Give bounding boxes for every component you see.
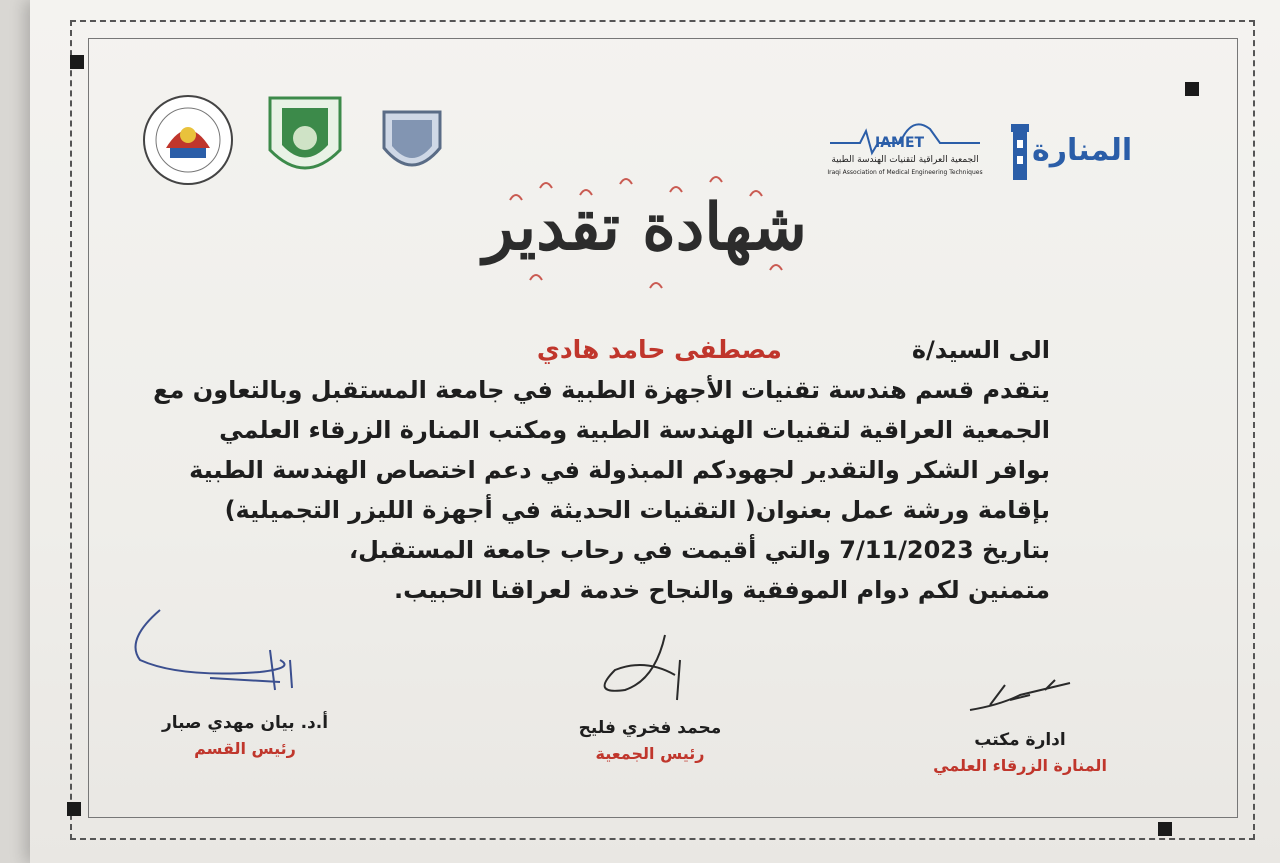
iamet-caption-ar: الجمعية العراقية لتقنيات الهندسة الطبية	[831, 155, 979, 165]
body-line-3: بوافر الشكر والتقدير لجهودكم المبذولة في دعم اختصاص الهندسة الطبية	[189, 456, 1050, 484]
almanara-logo-text: المنارة	[1032, 133, 1133, 168]
recipient-name: مصطفى حامد هادي	[536, 335, 782, 364]
iamet-caption-en: Iraqi Association of Medical Engineering Techniques	[827, 169, 983, 176]
body-line-2: الجمعية العراقية لتقنيات الهندسة الطبية ومكتب المنارة الزرقاء العلمي	[219, 416, 1050, 444]
department-shield-logo	[384, 112, 440, 165]
corner-mark-top-left	[70, 55, 84, 69]
body-line-1: يتقدم قسم هندسة تقنيات الأجهزة الطبية في جامعة المستقبل وبالتعاون مع	[153, 376, 1050, 404]
partner-logos-left	[140, 90, 460, 190]
handwritten-signature-head-of-department	[120, 600, 320, 700]
signature-block-association-head	[530, 718, 770, 763]
certificate-body	[153, 330, 1050, 610]
corner-mark-bottom-left	[67, 802, 81, 816]
signatory-name: ادارة مكتب	[974, 730, 1066, 750]
body-line-4: بإقامة ورشة عمل بعنوان( التقنيات الحديثة في أجهزة الليزر التجميلية)	[224, 496, 1050, 524]
salutation-label: الى السيد/ة	[911, 336, 1050, 364]
university-crest-logo	[270, 98, 340, 168]
certificate-title-text: شهادة تقدير	[483, 190, 807, 265]
signatory-role: رئيس القسم	[194, 739, 296, 758]
partner-logos-right	[820, 105, 1150, 200]
handwritten-signature-office-management	[960, 665, 1090, 725]
iamet-logo	[820, 105, 990, 200]
ministry-seal-logo	[144, 96, 232, 184]
corner-mark-top-right	[1185, 82, 1199, 96]
signatory-role: المنارة الزرقاء العلمي	[933, 756, 1107, 775]
signature-block-head-of-department	[130, 713, 360, 758]
corner-mark-bottom-right	[1158, 822, 1172, 836]
signature-block-office-management	[915, 730, 1125, 775]
salutation-row	[170, 330, 1050, 370]
signatory-name: أ.د. بيان مهدي صبار	[161, 713, 329, 733]
certificate-title	[470, 160, 820, 310]
body-line-5: بتاريخ 7/11/2023 والتي أقيمت في رحاب جامعة المستقبل،	[348, 536, 1050, 564]
signatory-role: رئيس الجمعية	[595, 744, 705, 763]
almanara-tower-icon	[1010, 120, 1030, 180]
signatory-name: محمد فخري فليح	[578, 718, 722, 738]
iamet-label: IAMET	[875, 135, 925, 151]
handwritten-signature-association-head	[585, 630, 725, 710]
body-line-6: متمنين لكم دوام الموفقية والنجاح خدمة لعراقنا الحبيب.	[393, 576, 1050, 604]
